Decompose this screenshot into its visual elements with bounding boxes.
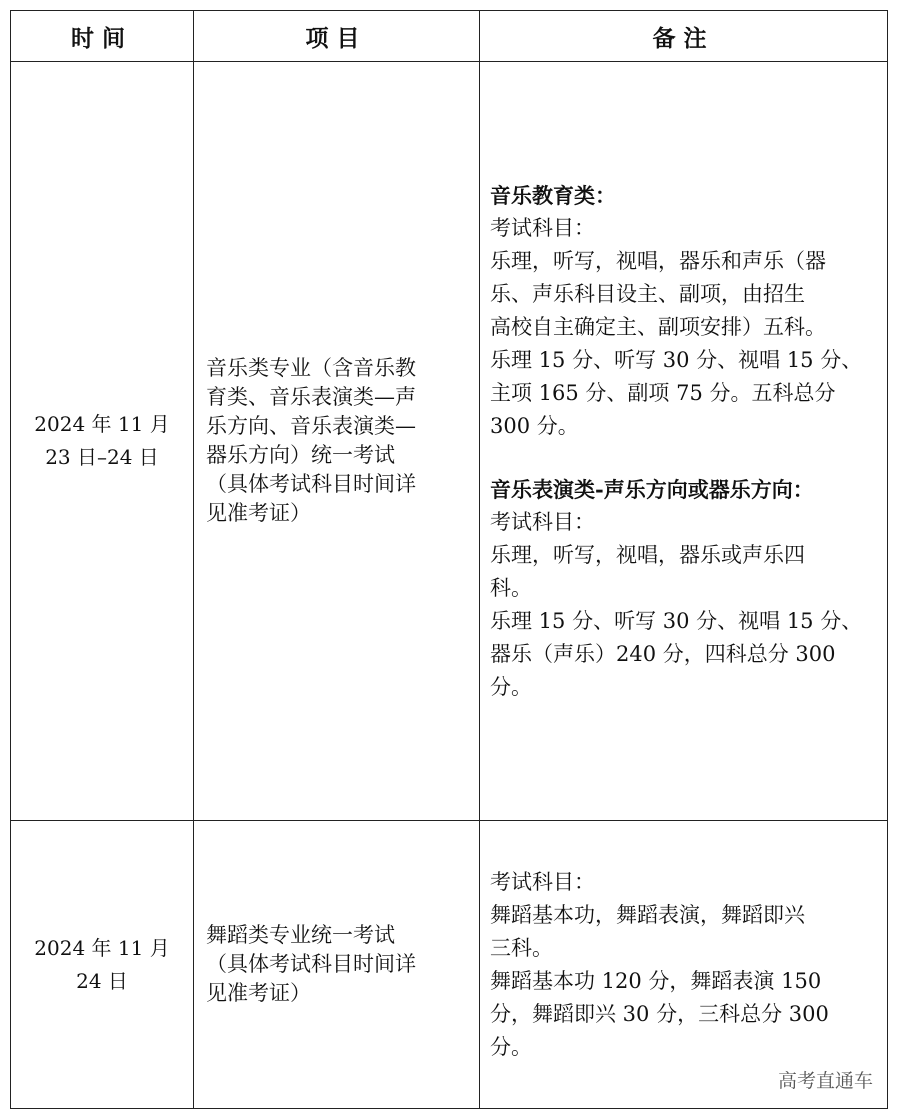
- note-line: 乐理，听写，视唱，器乐和声乐（器: [490, 248, 826, 273]
- note-line: 三科。: [490, 935, 553, 960]
- note-line: 考试科目：: [490, 215, 595, 240]
- schedule-table: [10, 10, 888, 1109]
- time-line: 2024 年 11 月: [34, 935, 170, 960]
- time-line: 23 日–24 日: [45, 445, 159, 469]
- item-line: （具体考试科目时间详: [206, 472, 416, 496]
- note-line: 考试科目：: [490, 509, 595, 534]
- time-line: 2024 年 11 月: [34, 412, 170, 436]
- item-line: 器乐方向）统一考试: [206, 443, 395, 467]
- note-line: 科。: [490, 575, 532, 600]
- item-line: 舞蹈类专业统一考试: [206, 923, 395, 947]
- item-cell: [194, 62, 480, 821]
- note-line: 300 分。: [490, 413, 579, 438]
- note-line: 分。: [490, 674, 532, 699]
- item-cell: [194, 821, 480, 1109]
- note-cell: [480, 62, 888, 821]
- note-section-title: 音乐表演类-声乐方向或器乐方向：: [490, 476, 814, 502]
- time-cell: [11, 821, 194, 1109]
- header-item: 项目: [194, 11, 480, 62]
- note-line: 乐、声乐科目设主、副项，由招生: [490, 281, 805, 306]
- note-line: 乐理 15 分、听写 30 分、视唱 15 分、: [490, 608, 863, 633]
- time-cell: [11, 62, 194, 821]
- item-line: 乐方向、音乐表演类—: [206, 414, 416, 438]
- watermark: 高考直通车: [777, 1070, 873, 1092]
- note-line: 器乐（声乐）240 分，四科总分 300: [490, 641, 836, 666]
- header-time: 时间: [11, 11, 194, 62]
- note-line: 考试科目：: [490, 869, 595, 894]
- note-line: 乐理 15 分、听写 30 分、视唱 15 分、: [490, 347, 863, 372]
- section-gap: [490, 443, 879, 473]
- note-line: 舞蹈基本功，舞蹈表演，舞蹈即兴: [490, 902, 805, 927]
- note-section-title: 音乐教育类：: [490, 182, 616, 208]
- note-line: 分，舞蹈即兴 30 分，三科总分 300: [490, 1001, 829, 1026]
- note-line: 分。: [490, 1034, 532, 1059]
- item-line: （具体考试科目时间详: [206, 952, 416, 976]
- note-line: 舞蹈基本功 120 分，舞蹈表演 150: [490, 968, 822, 993]
- note-line: 高校自主确定主、副项安排）五科。: [490, 314, 826, 339]
- note-line: 乐理，听写，视唱，器乐或声乐四: [490, 542, 805, 567]
- table-row-dance: [11, 821, 888, 1109]
- header-row: [11, 11, 888, 62]
- item-line: 见准考证）: [206, 501, 311, 525]
- item-line: 育类、音乐表演类—声: [206, 385, 416, 409]
- item-line: 音乐类专业（含音乐教: [206, 356, 416, 380]
- table-row-music: [11, 62, 888, 821]
- header-note: 备注: [480, 11, 888, 62]
- note-line: 主项 165 分、副项 75 分。五科总分: [490, 380, 836, 405]
- item-line: 见准考证）: [206, 981, 311, 1005]
- time-line: 24 日: [76, 968, 128, 993]
